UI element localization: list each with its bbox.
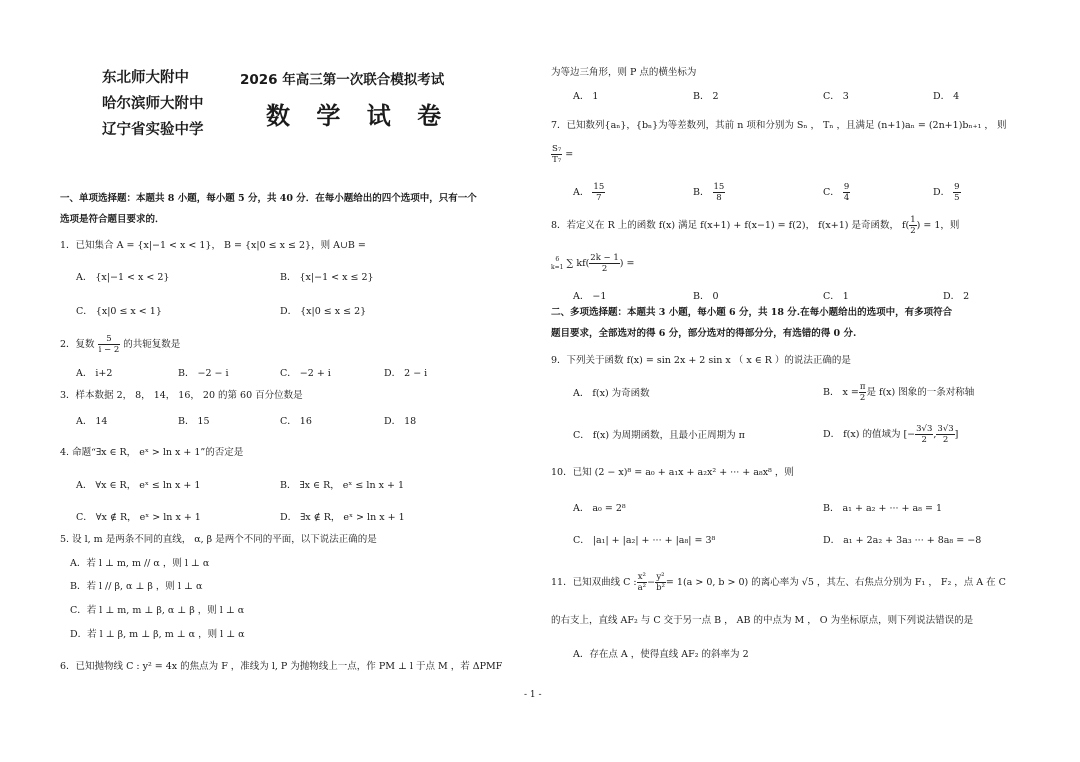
page-number: - 1 - (524, 690, 542, 700)
q7-option-b-den: 8 (716, 193, 722, 203)
q7-option-c (823, 182, 850, 203)
q9-option-d-post: ] (954, 429, 959, 440)
q2-option-c: C． −2 + i (280, 368, 331, 379)
q9-option-b (823, 382, 974, 403)
q10-option-d: D． a₁ + 2a₂ + 3a₃ ··· + 8a₈ = −8 (823, 535, 982, 546)
q8-stem-text: 8．若定义在 R 上的函数 f(x) 满足 f(x+1) + f(x−1) = f(2)， f(x+1) 是奇函数， f (551, 220, 906, 231)
q8-sum-expr: ∑ kf( (566, 258, 590, 269)
q4-option-c: C． ∀x ∉ R， eˣ > ln x + 1 (76, 512, 201, 523)
q9-option-d (823, 424, 958, 445)
school-name-2: 哈尔滨师大附中 (102, 96, 204, 112)
q1-option-c: C． {x|0 ≤ x < 1} (76, 306, 162, 317)
q4-option-a: A． ∀x ∈ R， eˣ ≤ ln x + 1 (76, 480, 201, 491)
section2-title-line2: 题目要求，全部选对的得 6 分，部分选对的得部分分，有选错的得 0 分. (551, 328, 857, 339)
school-name-1: 东北师大附中 (102, 70, 189, 86)
q1-stem: 1．已知集合 A = {x|−1 < x < 1}， B = {x|0 ≤ x ≤ 2}，则 A∪B = (60, 240, 366, 251)
q5-option-b: B．若 l // β, α ⊥ β ，则 l ⊥ α (70, 581, 203, 592)
q11-minus: − (647, 577, 656, 588)
q7-option-b-fraction (713, 182, 726, 203)
q6-stem-cont: 为等边三角形，则 P 点的横坐标为 (551, 67, 697, 78)
q8-sum-den: 2 (601, 264, 608, 274)
q5-stem: 5. 设 l, m 是两条不同的直线， α, β 是两个不同的平面，以下说法正确的是 (60, 534, 377, 545)
q10-stem: 10．已知 (2 − x)⁸ = a₀ + a₁x + a₂x² + ··· + a₈x⁸ ，则 (551, 467, 794, 478)
q6-option-b: B． 2 (693, 91, 719, 102)
section2-title-line1: 二、多项选择题：本题共 3 小题，每小题 6 分，共 18 分.在每小题给出的选项中，有多项符合 (551, 307, 953, 318)
q7-option-a-den: 7 (596, 193, 602, 203)
q8-half-den: 2 (910, 226, 916, 236)
q9-option-d-num2: 3√3 (937, 424, 954, 434)
q9-option-d-fraction1 (915, 424, 933, 445)
q3-stem: 3．样本数据 2， 8， 14， 16， 20 的第 60 百分位数是 (60, 390, 303, 401)
q7-option-d-label: D． (933, 187, 951, 198)
q2-stem-pre: 2．复数 (60, 339, 95, 350)
q2-frac-den: i − 2 (98, 345, 120, 355)
q8-option-b: B． 0 (693, 291, 719, 302)
q7-option-d-den: 5 (954, 193, 960, 203)
q7-ratio-eq: = (565, 149, 574, 160)
q7-option-a (573, 182, 605, 203)
q2-stem (60, 334, 180, 355)
q8-sum-top: 6 (555, 255, 560, 263)
q6-stem: 6．已知抛物线 C : y² = 4x 的焦点为 F ，准线为 l, P 为抛物线上一点，作 PM ⊥ l 于点 M ，若 ΔPMF (60, 661, 503, 672)
q2-option-b: B． −2 − i (178, 368, 229, 379)
q1-option-d: D． {x|0 ≤ x ≤ 2} (280, 306, 367, 317)
q5-option-a: A．若 l ⊥ m, m // α ，则 l ⊥ α (70, 558, 210, 569)
q7-option-b-num: 15 (713, 182, 725, 192)
q8-half-num: 1 (910, 215, 916, 225)
q8-option-d: D． 2 (943, 291, 970, 302)
q7-option-a-num: 15 (593, 182, 605, 192)
q11-frac2-den: b² (656, 583, 665, 593)
q7-option-b-label: B． (693, 187, 710, 198)
q7-stem: 7．已知数列{aₙ}，{bₙ}为等差数列，其前 n 项和分别为 Sₙ ， Tₙ ，且满足 (n+1)aₙ = (2n+1)bₙ₊₁ ， 则 (551, 120, 1007, 131)
q9-option-b-pre: B． x = (823, 387, 859, 398)
q9-option-d-num1: 3√3 (916, 424, 933, 434)
q7-option-a-label: A． (573, 187, 590, 198)
q2-frac-num: 5 (98, 334, 121, 345)
q1-option-b: B． {x|−1 < x ≤ 2} (280, 272, 374, 283)
q2-stem-post: 的共轭复数是 (123, 339, 181, 350)
section1-title-line1: 一、单项选择题：本题共 8 小题，每小题 5 分，共 40 分．在每小题给出的四个选项中，只有一个 (60, 193, 477, 204)
q7-ratio-num: S₇ (552, 144, 562, 154)
q10-option-a: A． a₀ = 2⁸ (573, 503, 626, 514)
q7-option-c-num: 9 (843, 182, 850, 192)
q8-option-a: A． −1 (573, 291, 607, 302)
q8-stem (551, 215, 959, 236)
q7-option-c-label: C． (823, 187, 840, 198)
q9-option-d-mid: , (933, 429, 937, 440)
q9-option-c: C． f(x) 为周期函数，且最小正周期为 π (573, 430, 745, 441)
q5-option-d: D．若 l ⊥ β, m ⊥ β, m ⊥ α ，则 l ⊥ α (70, 629, 245, 640)
q7-option-c-den: 4 (843, 193, 850, 203)
q7-option-d (933, 182, 961, 203)
q9-option-d-pre: D． f(x) 的值域为 [− (823, 429, 916, 440)
q9-option-b-num: π (859, 382, 866, 392)
q9-option-d-den1: 2 (921, 435, 927, 445)
q9-option-d-den2: 2 (942, 435, 949, 445)
q3-option-c: C． 16 (280, 416, 312, 427)
q4-stem: 4. 命题“∃x ∈ R， eˣ > ln x + 1”的否定是 (60, 447, 244, 458)
q9-option-a: A． f(x) 为奇函数 (573, 388, 650, 399)
q7-option-d-fraction (953, 182, 960, 203)
q11-frac1-num: x² (637, 572, 646, 582)
q3-option-a: A． 14 (76, 416, 108, 427)
q3-option-b: B． 15 (178, 416, 210, 427)
q8-option-c: C． 1 (823, 291, 849, 302)
q7-option-a-fraction (592, 182, 605, 203)
q11-frac2 (655, 572, 666, 593)
q6-option-a: A． 1 (573, 91, 599, 102)
q11-frac1-den: a² (637, 583, 647, 593)
q2-option-a: A． i+2 (76, 368, 113, 379)
q9-option-b-post: 是 f(x) 图象的一条对称轴 (866, 387, 975, 398)
q6-option-d: D． 4 (933, 91, 960, 102)
q10-option-c: C． |a₁| + |a₂| + ··· + |a₈| = 3⁸ (573, 535, 716, 546)
q8-sum-num: 2k − 1 (590, 253, 619, 263)
q7-ratio (551, 144, 573, 165)
q2-option-d: D． 2 − i (384, 368, 428, 379)
q8-sum (551, 253, 634, 274)
q11-stem-pre: 11．已知双曲线 C : (551, 577, 637, 588)
q11-frac1 (637, 572, 647, 593)
q11-stem (551, 572, 1006, 593)
q5-option-c: C．若 l ⊥ m, m ⊥ β, α ⊥ β ，则 l ⊥ α (70, 605, 245, 616)
q4-option-d: D． ∃x ∉ R， eˣ > ln x + 1 (280, 512, 405, 523)
exam-name: 2026 年高三第一次联合模拟考试 (240, 72, 445, 88)
q8-stem-end: = 1，则 (923, 220, 960, 231)
q7-ratio-fraction (551, 144, 562, 165)
q8-paren-close: ) (916, 220, 921, 231)
q8-half-fraction (909, 215, 916, 236)
q3-option-d: D． 18 (384, 416, 417, 427)
q7-option-c-fraction (843, 182, 850, 203)
q7-option-b (693, 182, 725, 203)
q8-sum-bottom: k=1 (551, 263, 564, 271)
section1-title-line2: 选项是符合题目要求的． (60, 214, 165, 225)
school-name-3: 辽宁省实验中学 (102, 122, 204, 138)
q1-option-a: A． {x|−1 < x < 2} (76, 272, 170, 283)
q11-stem-cont: 的右支上，直线 AF₂ 与 C 交于另一点 B ， AB 的中点为 M ， O 为坐标原点，则下列说法错误的是 (551, 615, 974, 626)
q11-stem-post: = 1(a > 0, b > 0) 的离心率为 √5 ，其左、右焦点分别为 F₁ ， F₂ ，点 A 在 C (665, 577, 1006, 588)
q9-stem: 9．下列关于函数 f(x) = sin 2x + 2 sin x （ x ∈ R ）的说法正确的是 (551, 355, 851, 366)
q9-option-d-fraction2 (936, 424, 954, 445)
paper-title: 数 学 试 卷 (266, 102, 451, 130)
q4-option-b: B． ∃x ∈ R， eˣ ≤ ln x + 1 (280, 480, 404, 491)
q7-ratio-den: T₇ (552, 155, 562, 165)
q8-sum-fraction (589, 253, 620, 274)
q7-option-d-num: 9 (954, 182, 960, 192)
q11-frac2-num: y² (656, 572, 665, 582)
q8-sum-sigma (551, 256, 563, 272)
q8-paren-open: ( (905, 220, 910, 231)
q2-fraction (98, 334, 121, 355)
q9-option-b-den: 2 (859, 393, 866, 403)
q10-option-b: B． a₁ + a₂ + ··· + a₈ = 1 (823, 503, 943, 514)
q11-option-a: A．存在点 A ，使得直线 AF₂ 的斜率为 2 (573, 649, 749, 660)
q6-option-c: C． 3 (823, 91, 849, 102)
q8-sum-end: ) = (619, 258, 635, 269)
